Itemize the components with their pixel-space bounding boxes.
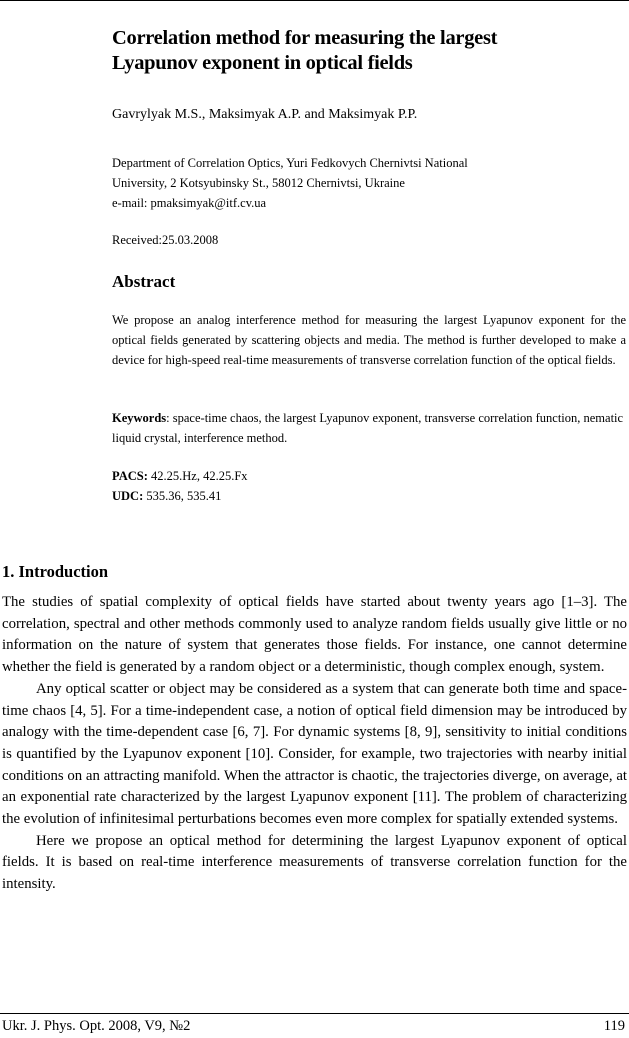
abstract-text: We propose an analog interference method for measuring the largest Lyapunov exponent for the optical fields generated by scattering objects and media. The method is further developed to make a device for high-speed real-time measurements of transverse correlation function of the optical fields.	[112, 313, 626, 367]
introduction-heading: 1. Introduction	[2, 562, 109, 581]
classification	[112, 466, 248, 506]
email: e-mail: pmaksimyak@itf.cv.ua	[112, 196, 267, 210]
intro-paragraph-3: Here we propose an optical method for determining the largest Lyapunov exponent of optical fields. It is based on real-time interference measurements of transverse correlation function for the intensity.	[2, 832, 627, 893]
authors: Gavrylyak M.S., Maksimyak A.P. and Maksimyak P.P.	[112, 107, 418, 122]
pacs-line	[112, 466, 248, 486]
footer-rule	[0, 1013, 629, 1014]
title-line-2: Lyapunov exponent in optical fields	[112, 52, 413, 74]
udc-line	[112, 486, 248, 506]
received-date: Received:25.03.2008	[112, 233, 219, 247]
abstract-heading: Abstract	[112, 272, 176, 291]
affiliation-line-2: University, 2 Kotsyubinsky St., 58012 Chernivtsi, Ukraine	[112, 176, 405, 190]
affiliation-line-1: Department of Correlation Optics, Yuri Fedkovych Chernivtsi National	[112, 156, 468, 170]
keywords-label: Keywords	[112, 411, 167, 425]
udc-label: UDC:	[112, 489, 144, 503]
top-rule	[0, 0, 629, 1]
title-line-1: Correlation method for measuring the largest	[112, 27, 498, 49]
introduction-body	[2, 592, 627, 896]
udc-value: 535.36, 535.41	[143, 489, 222, 503]
intro-paragraph-1: The studies of spatial complexity of optical fields have started about twenty years ago [1–3]. The correlation, spectral and other methods commonly used to analyze random fields usually give little or no information on the nature of system that generates those fields. For instance, one cannot determine whether the field is generated by a random object or a deterministic, though complex enough, system.	[2, 594, 627, 676]
journal-citation: Ukr. J. Phys. Opt. 2008, V9, №2	[2, 1018, 191, 1034]
intro-paragraph-2: Any optical scatter or object may be considered as a system that can generate both time and space-time chaos [4, 5]. For a time-independent case, a notion of optical field dimension may be introduced by analogy with the time-dependent case [6, 7]. For dynamic systems [8, 9], sensitivity to initial conditions is quantified by the Lyapunov exponent [10]. Consider, for example, two trajectories with nearby initial conditions on an attracting manifold. When the attractor is chaotic, the trajectories diverge, on average, at an exponential rate characterized by the largest Lyapunov exponent [11]. The problem of characterizing the evolution of infinitesimal perturbations becomes even more complex for spatially extended systems.	[2, 680, 627, 828]
pacs-value: 42.25.Hz, 42.25.Fx	[147, 469, 248, 483]
keywords	[112, 408, 626, 448]
pacs-label: PACS:	[112, 469, 148, 483]
page-number: 119	[603, 1018, 625, 1034]
keywords-text: : space-time chaos, the largest Lyapunov exponent, transverse correlation function, nematic liquid crystal, interference method.	[112, 411, 624, 445]
paper-title	[112, 26, 612, 76]
affiliation	[112, 153, 612, 213]
